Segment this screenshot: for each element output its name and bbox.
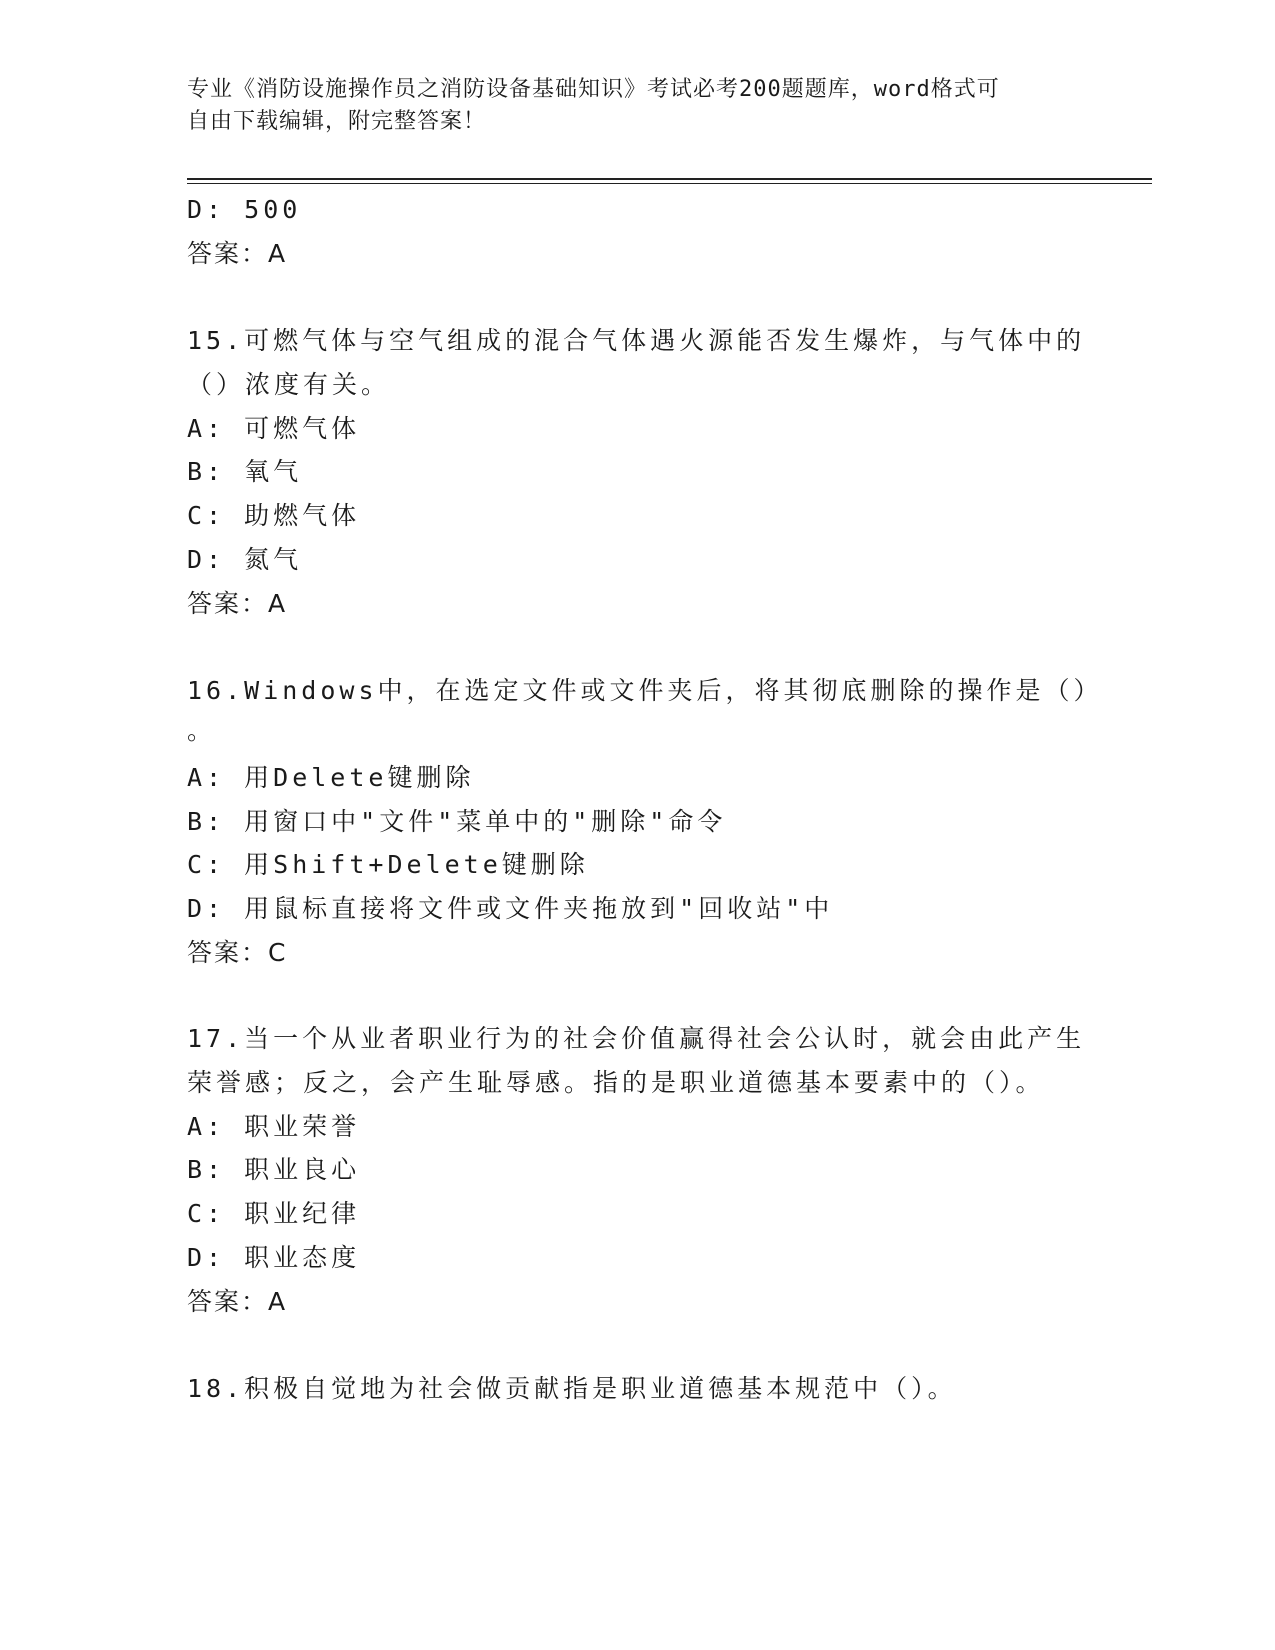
q15-option-a: A: 可燃气体 (187, 414, 361, 443)
q15-option-c: C: 助燃气体 (187, 501, 361, 530)
q17-answer: 答案：A (187, 1287, 288, 1316)
prev-option-d: D: 500 (187, 195, 302, 224)
document-header (187, 74, 1067, 138)
q16-option-c: C: 用Shift+Delete键删除 (187, 850, 589, 879)
q17-option-c: C: 职业纪律 (187, 1199, 361, 1228)
prev-answer: 答案：A (187, 239, 288, 268)
q15-option-d: D: 氮气 (187, 545, 303, 574)
header-divider-thin (187, 183, 1152, 184)
q15-stem-line-2: （）浓度有关。 (187, 370, 391, 399)
q17-option-d: D: 职业态度 (187, 1243, 361, 1272)
header-line-2: 自由下载编辑，附完整答案！ (187, 109, 487, 134)
q16-option-a: A: 用Delete键删除 (187, 763, 475, 792)
q17-option-a: A: 职业荣誉 (187, 1112, 361, 1141)
q16-option-b: B: 用窗口中"文件"菜单中的"删除"命令 (187, 807, 727, 836)
header-divider-thick (187, 178, 1152, 180)
q18-stem-line-1: 18.积极自觉地为社会做贡献指是职业道德基本规范中（）。 (187, 1374, 957, 1403)
q15-option-b: B: 氧气 (187, 457, 303, 486)
q15-answer: 答案：A (187, 589, 288, 618)
q16-answer: 答案：C (187, 938, 288, 967)
q15-stem-line-1: 15.可燃气体与空气组成的混合气体遇火源能否发生爆炸，与气体中的 (187, 326, 1086, 355)
q16-stem-line-2: 。 (187, 716, 217, 745)
q17-stem-line-1: 17.当一个从业者职业行为的社会价值赢得社会公认时，就会由此产生 (187, 1024, 1086, 1053)
q17-stem-line-2: 荣誉感；反之，会产生耻辱感。指的是职业道德基本要素中的（）。 (187, 1068, 1045, 1097)
q17-option-b: B: 职业良心 (187, 1155, 361, 1184)
q16-stem-line-1: 16.Windows中，在选定文件或文件夹后，将其彻底删除的操作是（） (187, 676, 1103, 705)
q16-option-d: D: 用鼠标直接将文件或文件夹拖放到"回收站"中 (187, 894, 834, 923)
header-line-1: 专业《消防设施操作员之消防设备基础知识》考试必考200题题库，word格式可 (187, 77, 1000, 102)
